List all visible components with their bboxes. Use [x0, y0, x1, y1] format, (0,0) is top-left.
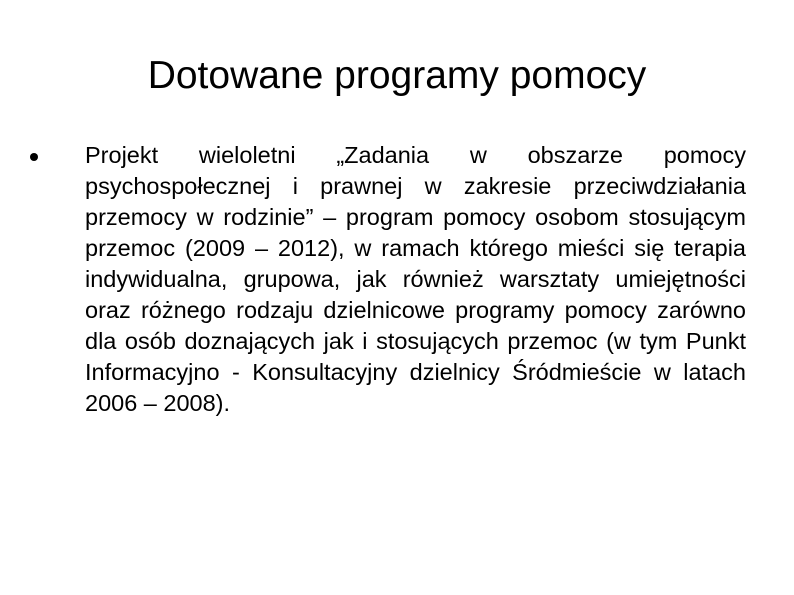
bullet-list — [30, 140, 746, 419]
bullet-text: Projekt wieloletni „Zadania w obszarze pomocy psychospołecznej i prawnej w zakresie przeciwdziałania przemocy w rodzinie” – program pomocy osobom stosującym przemoc (2009 – 2012), w ramach którego mieści się terapia indywidualna, grupowa, jak również warsztaty umiejętności oraz różnego rodzaju dzielnicowe programy pomocy zarówno dla osób doznających jak i stosujących przemoc (w tym Punkt Informacyjno - Konsultacyjny dzielnicy Śródmieście w latach 2006 – 2008). — [85, 142, 746, 416]
bullet-item — [30, 140, 746, 419]
bullet-dot-icon — [30, 153, 38, 161]
slide-title: Dotowane programy pomocy — [147, 54, 647, 97]
